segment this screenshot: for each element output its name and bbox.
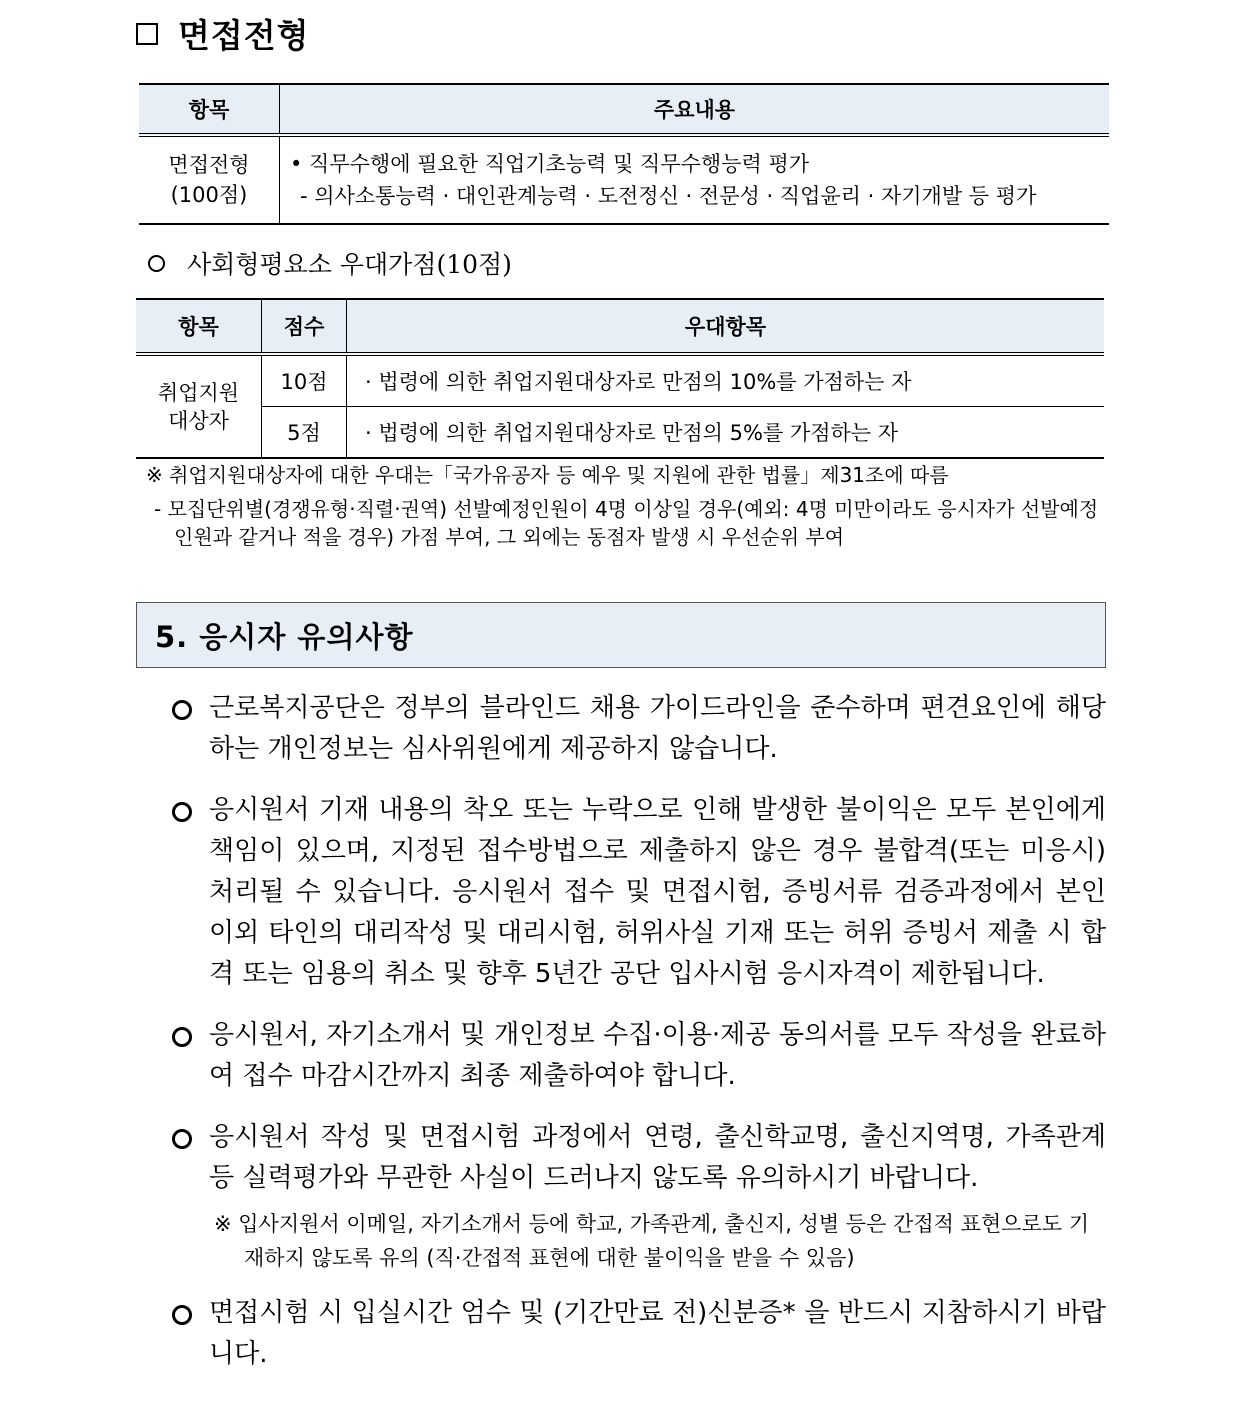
row-label-line: (100점)	[170, 183, 248, 207]
notes	[146, 461, 1108, 551]
note-line: ※ 취업지원대상자에 대한 우대는「국가유공자 등 예우 및 지원에 관한 법률」제31조에 따름	[146, 463, 949, 487]
note-line: - 모집단위별(경쟁유형·직렬·권역) 선발예정인원이 4명 이상일 경우(예외: 4명 미만이라도 응시자가 선발예정 인원과 같거나 적을 경우) 가점 부여, 그 외에는 동점자 발생 시 우선순위 부여	[154, 497, 1099, 549]
interview-table	[139, 83, 1109, 225]
subsection-title: 사회형평요소 우대가점(10점)	[187, 250, 512, 279]
score-cell: 5점	[262, 407, 347, 459]
section-title: 면접전형	[178, 16, 310, 55]
desc-cell: · 법령에 의한 취업지원대상자로 만점의 10%를 가점하는 자	[347, 354, 1105, 407]
list-item-text: 근로복지공단은 정부의 블라인드 채용 가이드라인을 준수하며 편견요인에 해당하는 개인정보는 심사위원에게 제공하지 않습니다.	[209, 693, 1106, 764]
circle-bullet-icon	[148, 255, 165, 272]
section-banner: 5. 응시자 유의사항	[136, 602, 1106, 668]
circle-bullet-icon	[172, 1129, 192, 1149]
table2-header-item: 항목	[136, 299, 262, 354]
caution-list	[172, 688, 1106, 1395]
list-item-text: 응시원서 기재 내용의 착오 또는 누락으로 인해 발생한 불이익은 모두 본인에게 책임이 있으며, 지정된 접수방법으로 제출하지 않은 경우 불합격(또는 미응시) 처리될 수 있습니다. 응시원서 접수 및 면접시험, 증빙서류 검증과정에서 본인 이외 타인의 대리작성 및 대리시험, 허위사실 기재 또는 허위 증빙서 제출 시 합격 또는 임용의 취소 및 향후 5년간 공단 입사시험 응시자격이 제한됩니다.	[209, 795, 1106, 989]
group-label-line: 대상자	[168, 408, 229, 433]
list-item-text: 응시원서 작성 및 면접시험 과정에서 연령, 출신학교명, 출신지역명, 가족관계 등 실력평가와 무관한 사실이 드러나지 않도록 유의하시기 바랍니다.	[209, 1122, 1106, 1193]
checkbox-square-icon	[136, 23, 158, 45]
table2-group-label	[136, 354, 262, 458]
table1-row-content	[280, 135, 1110, 224]
list-item	[172, 1117, 1106, 1199]
caution-subnote: ※ 입사지원서 이메일, 자기소개서 등에 학교, 가족관계, 출신지, 성별 등은 간접적 표현으로도 기재하지 않도록 유의 (직·간접적 표현에 대한 불이익을 받을 수 있음)	[214, 1212, 1089, 1270]
table1-header-item: 항목	[139, 84, 280, 135]
list-item-text: 응시원서, 자기소개서 및 개인정보 수집·이용·제공 동의서를 모두 작성을 완료하여 접수 마감시간까지 최종 제출하여야 합니다.	[209, 1020, 1106, 1091]
circle-bullet-icon	[172, 1305, 192, 1325]
list-item	[172, 1015, 1106, 1097]
circle-bullet-icon	[172, 700, 192, 720]
list-item	[172, 688, 1106, 770]
circle-bullet-icon	[172, 1027, 192, 1047]
score-cell: 10점	[262, 354, 347, 407]
list-item	[172, 790, 1106, 995]
table2-header-score: 점수	[262, 299, 347, 354]
section-heading	[136, 10, 310, 57]
circle-bullet-icon	[172, 802, 192, 822]
content-line: • 직무수행에 필요한 직업기초능력 및 직무수행능력 평가	[290, 152, 810, 176]
table-row	[136, 407, 1104, 459]
table2-header-desc: 우대항목	[347, 299, 1105, 354]
list-item	[172, 1293, 1106, 1375]
content-line: - 의사소통능력 · 대인관계능력 · 도전정신 · 전문성 · 직업윤리 · 자기개발 등 평가	[300, 184, 1037, 208]
row-label-line: 면접전형	[168, 153, 250, 177]
group-label-line: 취업지원	[157, 380, 240, 405]
table1-header-content: 주요내용	[280, 84, 1110, 135]
desc-cell: · 법령에 의한 취업지원대상자로 만점의 5%를 가점하는 자	[365, 421, 899, 445]
list-item-text: 면접시험 시 입실시간 엄수 및 (기간만료 전)신분증* 을 반드시 지참하시기 바랍니다.	[209, 1298, 1106, 1369]
table1-row-label	[139, 135, 280, 224]
subsection-heading	[148, 245, 512, 281]
bonus-table	[136, 298, 1104, 459]
table-row	[136, 354, 1104, 407]
